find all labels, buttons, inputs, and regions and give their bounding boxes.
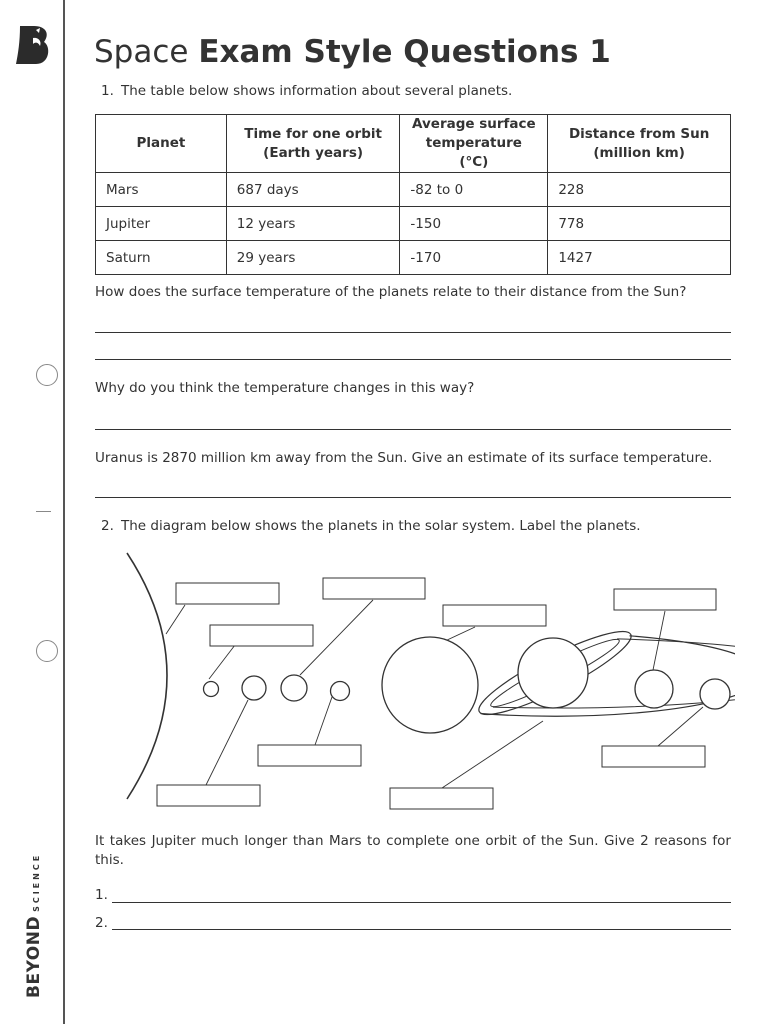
q2-question: It takes Jupiter much longer than Mars to complete one orbit of the Sun. Give 2 reasons for this. [95,833,731,868]
jupiter [382,637,478,733]
header-planet: Planet [96,115,227,173]
answer-line[interactable] [95,429,731,430]
table-cell: Mars [96,173,227,207]
fold-mark [36,511,51,512]
solar-system-diagram [95,545,735,815]
beyond-logo-icon [14,24,52,66]
q2-intro-text: The diagram below shows the planets in the solar system. Label the planets. [121,518,641,534]
uranus [635,670,673,708]
page-title [94,34,611,70]
table-row [96,241,731,275]
punch-hole [36,640,58,662]
neptune [700,679,730,709]
answer-line[interactable] [112,929,731,930]
table-cell: -150 [400,207,548,241]
q2-intro [101,518,641,534]
title-bold: Exam Style Questions 1 [198,34,611,70]
answer-line[interactable] [95,359,731,360]
brand-sub: SCIENCE [32,852,41,912]
table-cell: -170 [400,241,548,275]
table-row [96,207,731,241]
answer-line[interactable] [112,902,731,903]
q2-number: 2. [101,518,114,534]
q1-number: 1. [101,83,114,99]
table-cell: 778 [548,207,731,241]
table-cell: 1427 [548,241,731,275]
venus [242,676,266,700]
brand-label [24,853,44,998]
answer-line[interactable] [95,497,731,498]
label-box[interactable] [390,788,493,809]
label-box[interactable] [323,578,425,599]
answer-number: 2. [95,915,108,931]
sun [127,553,167,799]
label-box[interactable] [602,746,705,767]
table-header-row [96,115,731,173]
q1-question-a: How does the surface temperature of the planets relate to their distance from the Sun? [95,284,687,300]
header-temperature: Average surface temperature (°C) [400,115,548,173]
q1-question-c: Uranus is 2870 million km away from the Sun. Give an estimate of its surface temperature. [95,450,713,466]
table-cell: 12 years [226,207,400,241]
table-cell: Saturn [96,241,227,275]
label-box[interactable] [176,583,279,604]
brand-main: BEYOND [24,915,44,998]
table-row [96,173,731,207]
label-box[interactable] [614,589,716,610]
table-cell: -82 to 0 [400,173,548,207]
answer-line[interactable] [95,332,731,333]
title-prefix: Space [94,34,189,70]
answer-number: 1. [95,887,108,903]
label-box[interactable] [443,605,546,626]
punch-hole [36,364,58,386]
saturn [472,619,735,726]
header-distance: Distance from Sun (million km) [548,115,731,173]
mercury [204,682,219,697]
q1-intro [101,83,512,99]
q1-question-b: Why do you think the temperature changes in this way? [95,380,475,396]
planet-table [95,114,731,275]
margin-line [63,0,65,1024]
earth [281,675,307,701]
table-cell: Jupiter [96,207,227,241]
table-cell: 228 [548,173,731,207]
table-cell: 29 years [226,241,400,275]
q1-intro-text: The table below shows information about several planets. [121,83,513,99]
table-cell: 687 days [226,173,400,207]
label-box[interactable] [210,625,313,646]
label-box[interactable] [157,785,260,806]
mars [331,682,350,701]
label-box[interactable] [258,745,361,766]
header-orbit-time: Time for one orbit (Earth years) [226,115,400,173]
